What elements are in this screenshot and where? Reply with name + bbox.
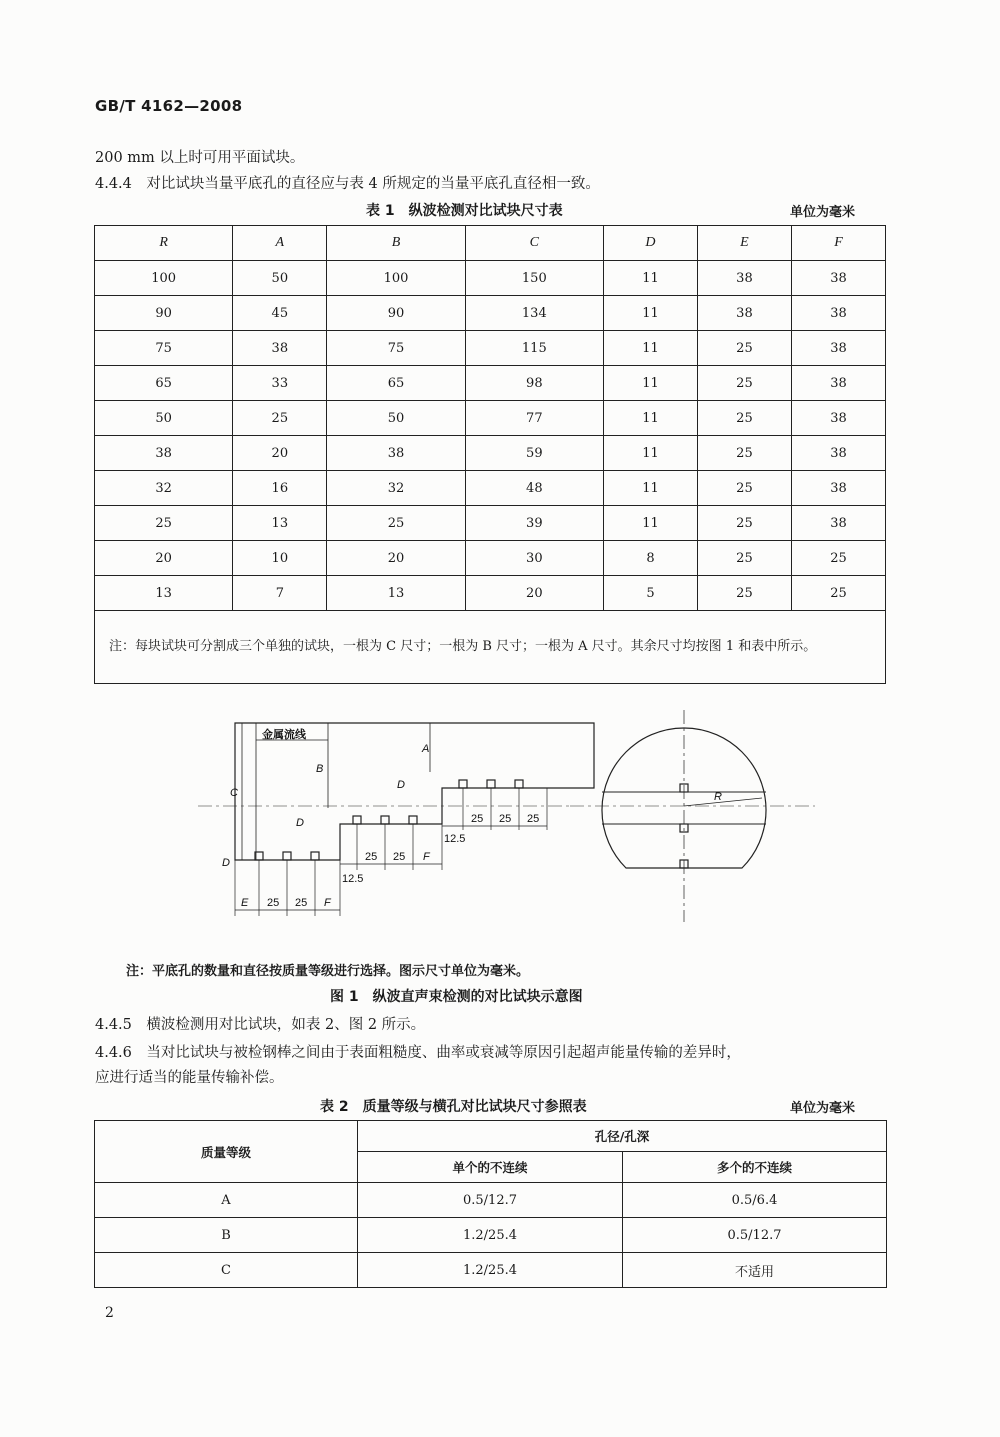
table-cell: 13 xyxy=(327,576,465,611)
label-a: A xyxy=(422,743,430,755)
table-row xyxy=(95,296,886,331)
table-cell: 13 xyxy=(95,576,233,611)
table1-col-header: E xyxy=(697,226,791,261)
table-cell: 16 xyxy=(233,471,327,506)
table-row xyxy=(95,576,886,611)
table-cell: 50 xyxy=(233,261,327,296)
dim-25: 25 xyxy=(471,813,484,825)
table1 xyxy=(94,225,886,684)
table-cell: 150 xyxy=(465,261,603,296)
table-cell: 20 xyxy=(327,541,465,576)
table-cell: 25 xyxy=(697,471,791,506)
table-row xyxy=(95,366,886,401)
table-cell: 不适用 xyxy=(623,1253,887,1288)
standard-number: GB/T 4162—2008 xyxy=(95,97,243,115)
table-cell: 25 xyxy=(697,366,791,401)
dim-25: 25 xyxy=(365,851,378,863)
table-cell: 25 xyxy=(697,506,791,541)
hole xyxy=(487,780,495,788)
table-cell: 38 xyxy=(697,296,791,331)
table-cell: 11 xyxy=(604,471,698,506)
table-cell: 7 xyxy=(233,576,327,611)
label-d-bottom: D xyxy=(222,857,230,869)
table-cell: 38 xyxy=(233,331,327,366)
table-cell: 59 xyxy=(465,436,603,471)
hole xyxy=(353,816,361,824)
table1-col-header: R xyxy=(95,226,233,261)
table-cell: 38 xyxy=(697,261,791,296)
table-cell: 25 xyxy=(697,401,791,436)
label-d-mid: D xyxy=(296,817,304,829)
figure1-diagram xyxy=(190,708,830,928)
table-cell: 20 xyxy=(233,436,327,471)
table-cell: 0.5/12.7 xyxy=(358,1183,623,1218)
hole xyxy=(409,816,417,824)
table-cell: 77 xyxy=(465,401,603,436)
dim-12-5-upper: 12.5 xyxy=(444,833,466,845)
table-cell: 11 xyxy=(604,261,698,296)
table-row xyxy=(95,506,886,541)
table-cell: 65 xyxy=(327,366,465,401)
table-cell: 38 xyxy=(791,471,885,506)
table-row xyxy=(95,1183,887,1218)
table-cell: 11 xyxy=(604,296,698,331)
table1-col-header: F xyxy=(791,226,885,261)
radius-line xyxy=(684,798,762,806)
table-cell: 38 xyxy=(791,366,885,401)
dim-25: 25 xyxy=(295,897,308,909)
table-row xyxy=(95,1218,887,1253)
figure1-note: 注：平底孔的数量和直径按质量等级进行选择。图示尺寸单位为毫米。 xyxy=(126,964,530,979)
hole xyxy=(459,780,467,788)
hole xyxy=(283,852,291,860)
figure1-caption: 图 1 纵波直声束检测的对比试块示意图 xyxy=(330,989,583,1005)
table-cell: 25 xyxy=(95,506,233,541)
table-cell: 75 xyxy=(327,331,465,366)
table-cell: 25 xyxy=(233,401,327,436)
table2-grade-header: 质量等级 xyxy=(95,1121,358,1183)
table-cell: 8 xyxy=(604,541,698,576)
table-cell: 33 xyxy=(233,366,327,401)
table2-multi-header: 多个的不连续 xyxy=(623,1152,887,1183)
hole xyxy=(381,816,389,824)
table-cell: 134 xyxy=(465,296,603,331)
table-cell: 50 xyxy=(95,401,233,436)
table-cell: 100 xyxy=(327,261,465,296)
page-number: 2 xyxy=(105,1305,114,1321)
table1-caption: 表 1 纵波检测对比试块尺寸表 xyxy=(366,203,563,219)
clause-4-4-4: 4.4.4 对比试块当量平底孔的直径应与表 4 所规定的当量平底孔直径相一致。 xyxy=(95,176,600,192)
table-row xyxy=(95,541,886,576)
table2-caption: 表 2 质量等级与横孔对比试块尺寸参照表 xyxy=(320,1099,587,1115)
flow-label: 金属流线 xyxy=(262,729,306,741)
table2 xyxy=(94,1120,887,1288)
table1-col-header: D xyxy=(604,226,698,261)
table-cell: 38 xyxy=(95,436,233,471)
table-cell: 90 xyxy=(327,296,465,331)
table-cell: A xyxy=(95,1183,358,1218)
table-cell: 38 xyxy=(791,261,885,296)
table-cell: 20 xyxy=(465,576,603,611)
table-cell: 25 xyxy=(697,436,791,471)
dim-25: 25 xyxy=(499,813,512,825)
table-cell: 100 xyxy=(95,261,233,296)
table-cell: 5 xyxy=(604,576,698,611)
table-row xyxy=(95,436,886,471)
label-f-bottom: F xyxy=(324,897,331,909)
dim-25: 25 xyxy=(527,813,540,825)
label-e: E xyxy=(241,897,249,909)
table-cell: 38 xyxy=(327,436,465,471)
table-cell: 1.2/25.4 xyxy=(358,1218,623,1253)
table-cell: 65 xyxy=(95,366,233,401)
table-row xyxy=(95,401,886,436)
table-cell: 38 xyxy=(791,331,885,366)
dim-25: 25 xyxy=(267,897,280,909)
table-cell: 45 xyxy=(233,296,327,331)
table-row xyxy=(95,471,886,506)
table-cell: 50 xyxy=(327,401,465,436)
table-cell: 32 xyxy=(327,471,465,506)
hole xyxy=(311,852,319,860)
table-cell: 115 xyxy=(465,331,603,366)
table-cell: 25 xyxy=(697,576,791,611)
table-row xyxy=(95,261,886,296)
table-cell: 0.5/12.7 xyxy=(623,1218,887,1253)
clause-4-4-6-continued: 应进行适当的能量传输补偿。 xyxy=(95,1070,284,1086)
clause-4-4-6: 4.4.6 当对比试块与被检钢棒之间由于表面粗糙度、曲率或衰减等原因引起超声能量传输的差异时， xyxy=(95,1045,741,1061)
table-cell: C xyxy=(95,1253,358,1288)
table-cell: 75 xyxy=(95,331,233,366)
table-cell: 1.2/25.4 xyxy=(358,1253,623,1288)
label-f-mid: F xyxy=(423,851,430,863)
dim-25: 25 xyxy=(393,851,406,863)
table-cell: 25 xyxy=(791,576,885,611)
clause-4-4-5: 4.4.5 横波检测用对比试块，如表 2、图 2 所示。 xyxy=(95,1017,426,1033)
table-cell: 11 xyxy=(604,401,698,436)
table-cell: 38 xyxy=(791,506,885,541)
hole xyxy=(515,780,523,788)
paragraph-continuation: 200 mm 以上时可用平面试块。 xyxy=(95,150,305,166)
table-row xyxy=(95,331,886,366)
table-cell: B xyxy=(95,1218,358,1253)
label-c: C xyxy=(230,787,238,799)
table-cell: 25 xyxy=(327,506,465,541)
table-cell: 11 xyxy=(604,506,698,541)
table2-single-header: 单个的不连续 xyxy=(358,1152,623,1183)
table-cell: 39 xyxy=(465,506,603,541)
dim-12-5-lower: 12.5 xyxy=(342,873,364,885)
table-cell: 0.5/6.4 xyxy=(623,1183,887,1218)
table2-group-header: 孔径/孔深 xyxy=(358,1121,887,1152)
table-cell: 48 xyxy=(465,471,603,506)
table-cell: 13 xyxy=(233,506,327,541)
table-cell: 38 xyxy=(791,436,885,471)
table1-unit: 单位为毫米 xyxy=(790,205,856,220)
table-cell: 11 xyxy=(604,436,698,471)
table-cell: 10 xyxy=(233,541,327,576)
table-cell: 11 xyxy=(604,331,698,366)
table-cell: 98 xyxy=(465,366,603,401)
table-cell: 38 xyxy=(791,296,885,331)
table-cell: 25 xyxy=(697,541,791,576)
table-cell: 30 xyxy=(465,541,603,576)
table1-col-header: B xyxy=(327,226,465,261)
table2-unit: 单位为毫米 xyxy=(790,1101,856,1116)
label-b: B xyxy=(316,763,324,775)
block-outline xyxy=(235,723,594,860)
table-cell: 38 xyxy=(791,401,885,436)
table-cell: 25 xyxy=(697,331,791,366)
table1-header-row xyxy=(95,226,886,261)
table-cell: 25 xyxy=(791,541,885,576)
table-row xyxy=(95,1253,887,1288)
table-cell: 20 xyxy=(95,541,233,576)
label-d-top: D xyxy=(397,779,405,791)
label-r: R xyxy=(714,791,722,803)
table1-col-header: C xyxy=(465,226,603,261)
table-cell: 32 xyxy=(95,471,233,506)
table-cell: 90 xyxy=(95,296,233,331)
table-cell: 11 xyxy=(604,366,698,401)
table1-note: 注：每块试块可分割成三个单独的试块，一根为 C 尺寸；一根为 B 尺寸；一根为 A 尺寸。其余尺寸均按图 1 和表中所示。 xyxy=(95,611,886,684)
table1-col-header: A xyxy=(233,226,327,261)
